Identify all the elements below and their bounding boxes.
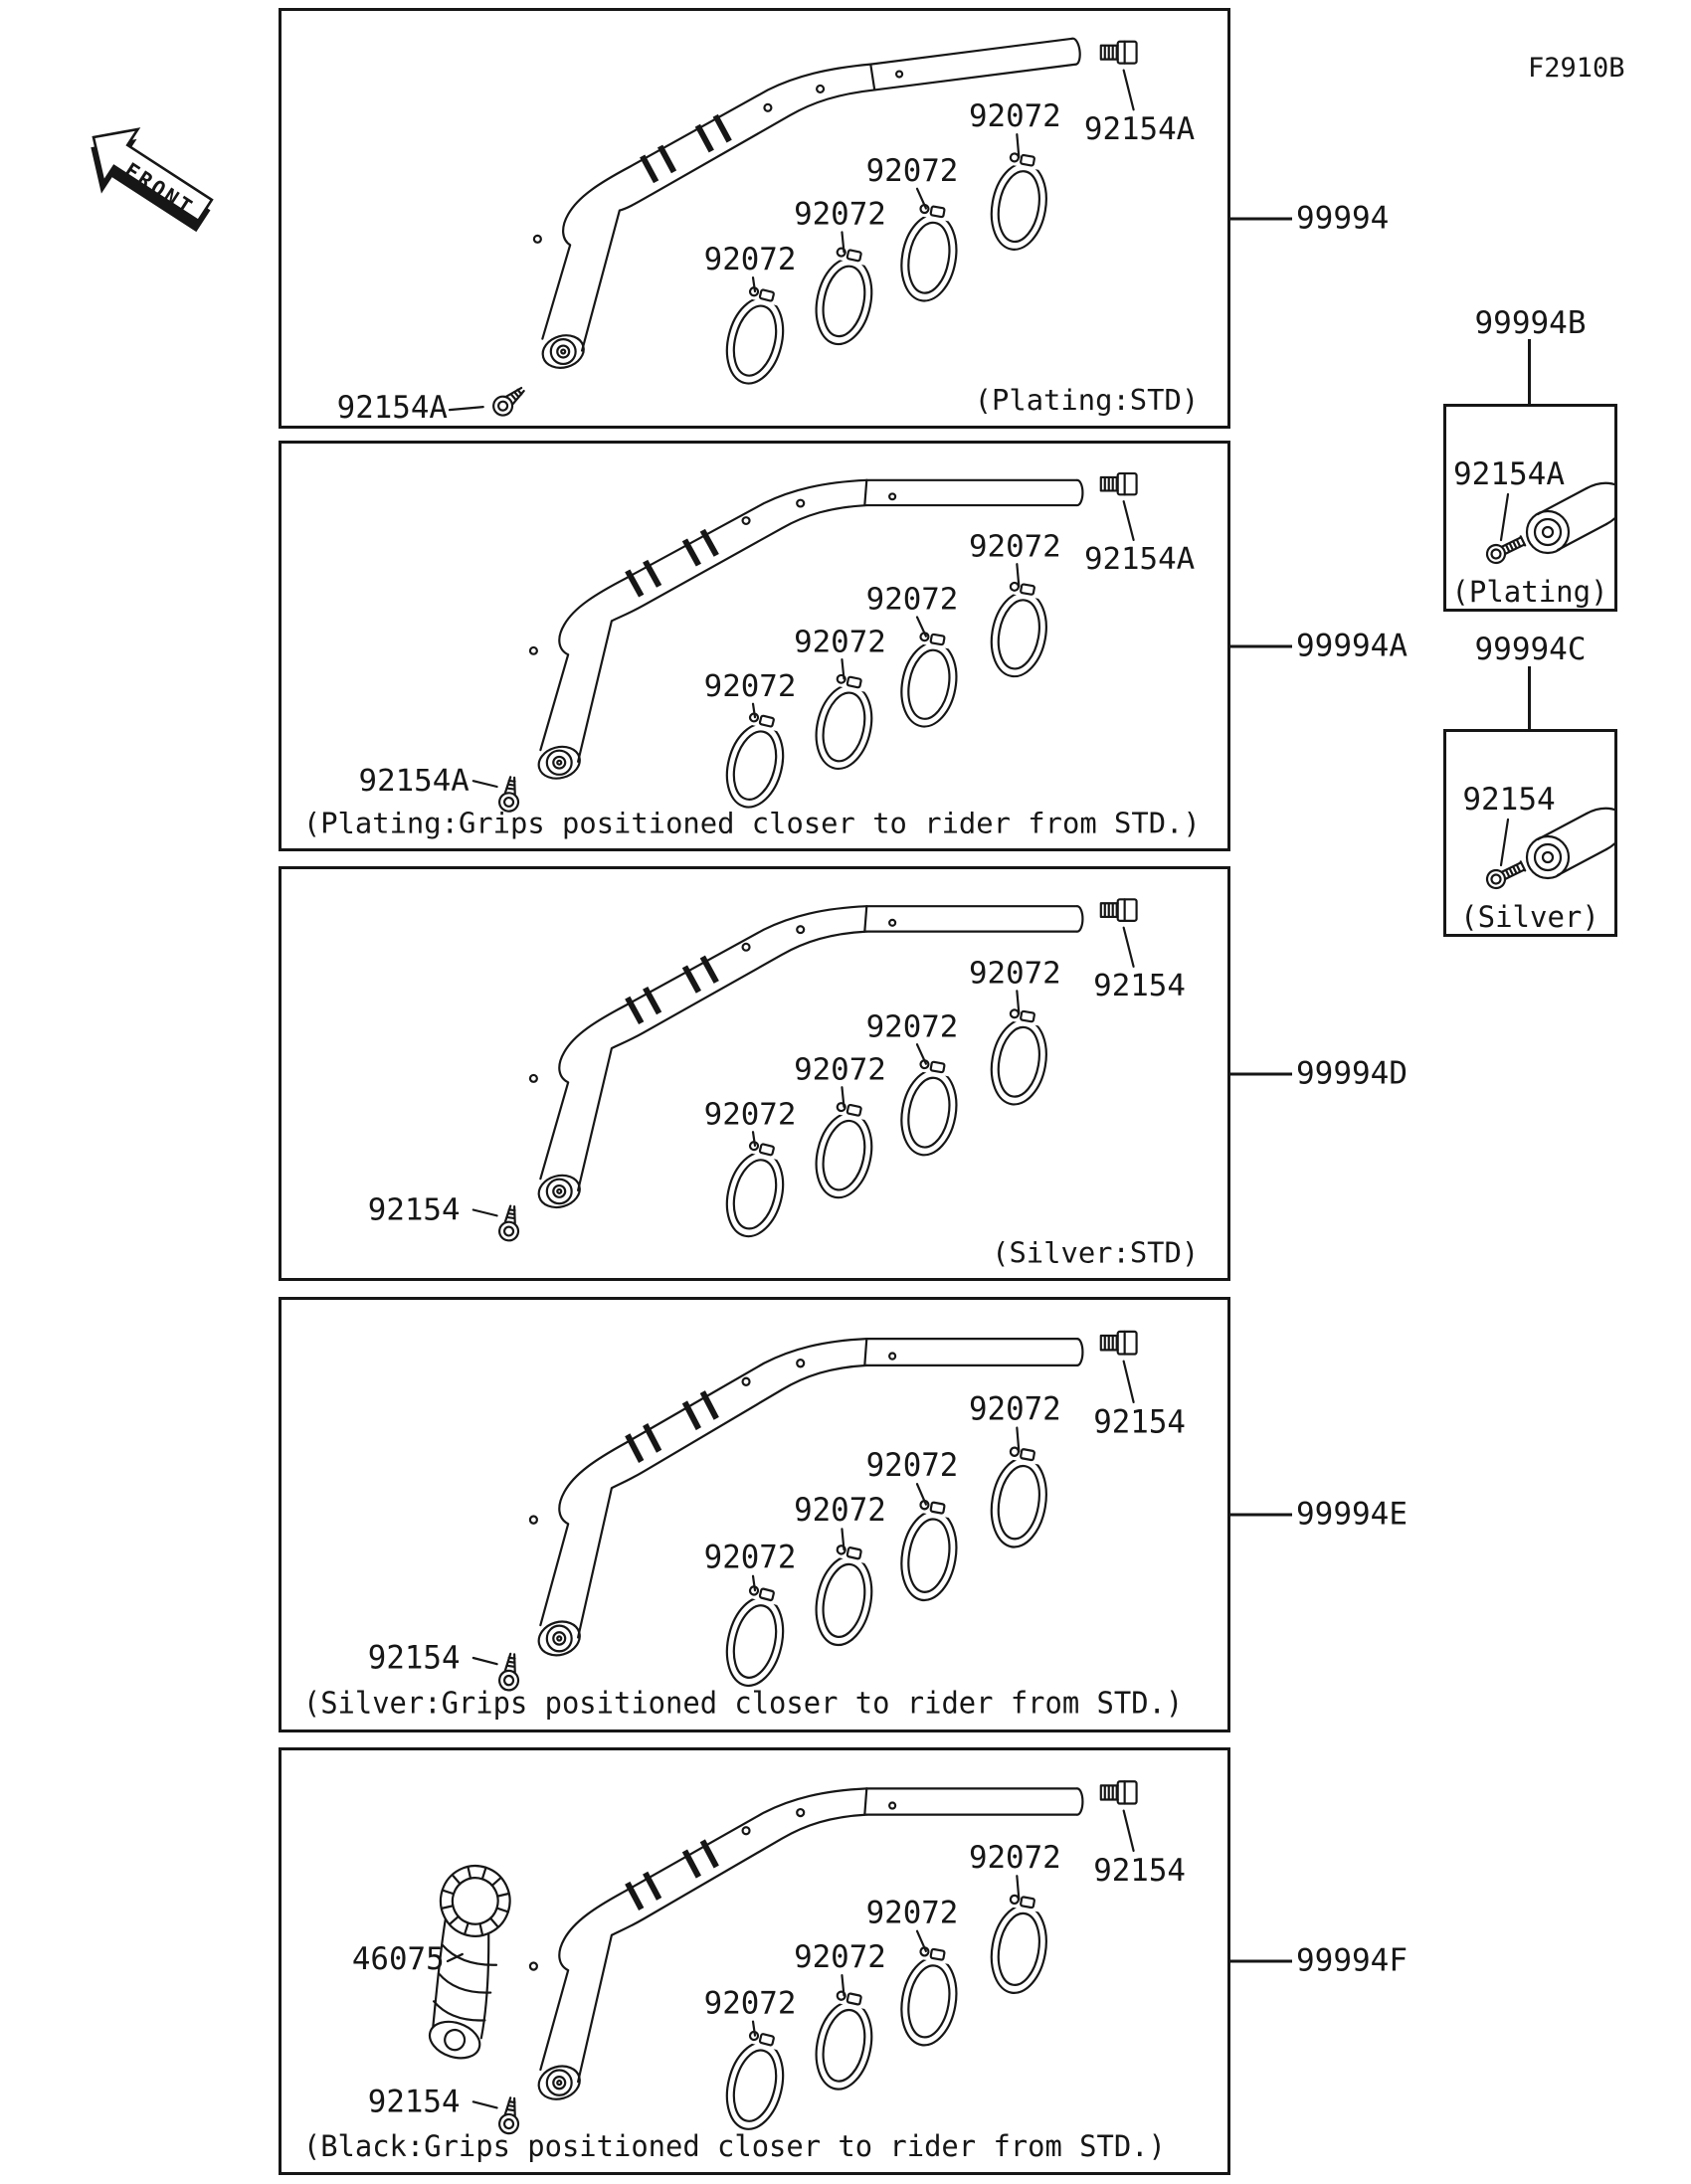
clamp-band-illustration (718, 707, 794, 814)
clamp-band-illustration (895, 199, 965, 305)
bolt-illustration (1101, 473, 1137, 494)
bolt-illustration (1101, 42, 1137, 64)
clamp-band-illustration (895, 627, 965, 731)
front-arrow-label: FRONT (119, 158, 199, 221)
bolt-illustration (498, 1205, 522, 1242)
part-number-label: 92072 (794, 1052, 886, 1088)
part-number-label: 92072 (703, 1097, 797, 1133)
bolt-illustration (1101, 1332, 1137, 1355)
panel-caption: (Plating:Grips positioned closer to rider from STD.) (302, 807, 1201, 840)
parts-diagram-panel (279, 866, 1230, 1281)
leader-line (450, 407, 483, 410)
part-number-label: 92072 (968, 1390, 1061, 1428)
leader-line (1501, 494, 1508, 540)
part-number-label: 92154 (367, 2084, 461, 2120)
part-number-label: 92154 (367, 1639, 461, 1677)
clamp-band-illustration (809, 242, 881, 349)
side-box-title: 99994C (1474, 632, 1587, 667)
assembly-number-label: 99994E (1230, 1500, 1408, 1531)
bar-end-weight-illustration (1527, 809, 1614, 878)
grip-illustration (352, 1857, 532, 2065)
part-number-label: 92072 (865, 1895, 959, 1931)
clamp-band-illustration (895, 1941, 965, 2050)
clamp-band-illustration (985, 577, 1054, 681)
bar-end-weight-illustration (1527, 483, 1614, 553)
clamp-band-illustration (718, 280, 794, 389)
part-number-label: 92154A (358, 764, 470, 799)
parts-diagram-panel (279, 8, 1230, 429)
clamp-band-illustration (809, 1539, 881, 1650)
part-number-label: 92154 (367, 1192, 461, 1228)
option-finish-caption: (Plating) (1451, 575, 1608, 609)
leader-line (1230, 1072, 1292, 1075)
part-number-label: 46075 (351, 1940, 445, 1978)
leader-line (1230, 644, 1292, 647)
leader-line (473, 781, 497, 787)
leader-line (1501, 819, 1508, 865)
part-number-label: 92072 (794, 1492, 886, 1530)
leader-line (1230, 217, 1292, 220)
part-number-label: 92154A (336, 390, 448, 426)
panel-caption: (Silver:STD) (992, 1235, 1200, 1270)
leader-line (1528, 666, 1531, 729)
part-number-label: 92154A (1453, 456, 1565, 492)
part-number-label: 92072 (865, 152, 959, 189)
bolt-illustration (1101, 899, 1137, 921)
part-number-label: 92072 (794, 1938, 886, 1976)
clamp-band-illustration (985, 1889, 1054, 1997)
part-number-label: 92072 (968, 1839, 1061, 1877)
leader-line (473, 2101, 497, 2107)
front-direction-arrow-icon (72, 95, 241, 255)
part-number-label: 92072 (703, 1985, 797, 2022)
bolt-illustration (1484, 858, 1527, 891)
leader-line (1528, 339, 1531, 404)
clamp-band-illustration (718, 2025, 794, 2135)
option-box-plating (1443, 404, 1617, 612)
leader-line (473, 1210, 497, 1216)
panel-caption: (Plating:STD) (974, 383, 1200, 418)
side-box-title: 99994B (1474, 305, 1587, 341)
leader-line (1230, 1514, 1292, 1517)
leader-line (1230, 1960, 1292, 1963)
panel-caption: (Silver:Grips positioned closer to rider from STD.) (302, 1686, 1184, 1721)
part-number-label: 92154 (1462, 782, 1556, 818)
clamp-band-illustration (895, 1054, 965, 1160)
clamp-band-illustration (985, 1441, 1054, 1551)
part-number-label: 92072 (703, 1540, 797, 1576)
parts-diagram-panel (279, 1297, 1230, 1732)
part-number-label: 92072 (794, 196, 886, 233)
part-number-label: 92072 (703, 669, 797, 704)
part-number-label: 92154 (1093, 969, 1186, 1004)
clamp-band-illustration (809, 668, 881, 774)
part-number-label: 92154A (1083, 111, 1196, 148)
clamp-band-illustration (985, 147, 1054, 254)
parts-diagram-panel (279, 441, 1230, 851)
part-number-label: 92072 (703, 242, 797, 278)
clamp-band-illustration (718, 1135, 794, 1242)
part-number-label: 92072 (865, 1447, 959, 1485)
part-number-label: 92072 (968, 98, 1061, 135)
assembly-number-label: 99994A (1230, 631, 1408, 661)
clamp-band-illustration (985, 1003, 1054, 1109)
part-number-label: 92072 (968, 956, 1061, 992)
part-number-label: 92072 (794, 625, 886, 660)
clamp-band-illustration (809, 1985, 881, 2094)
part-number-label: 92072 (865, 1009, 959, 1045)
option-box-silver (1443, 729, 1617, 937)
clamp-band-illustration (718, 1579, 794, 1692)
bolt-illustration (1484, 533, 1527, 566)
panel-caption: (Black:Grips positioned closer to rider from STD.) (302, 2128, 1166, 2163)
assembly-number-label: 99994D (1230, 1058, 1408, 1089)
document-code: F2910B (1528, 53, 1625, 84)
part-number-label: 92154 (1093, 1853, 1186, 1890)
leader-line (473, 1658, 497, 1664)
part-number-label: 92154 (1093, 1404, 1186, 1441)
part-number-label: 92072 (865, 583, 959, 618)
assembly-number-label: 99994F (1230, 1946, 1408, 1977)
parts-diagram-panel (279, 1747, 1230, 2175)
assembly-number-label: 99994 (1230, 203, 1389, 234)
bolt-illustration (1101, 1781, 1137, 1803)
clamp-band-illustration (809, 1097, 881, 1203)
option-finish-caption: (Silver) (1460, 900, 1599, 934)
bolt-illustration (489, 382, 528, 419)
part-number-label: 92072 (969, 529, 1061, 565)
clamp-band-illustration (895, 1495, 965, 1605)
part-number-label: 92154A (1083, 542, 1196, 577)
